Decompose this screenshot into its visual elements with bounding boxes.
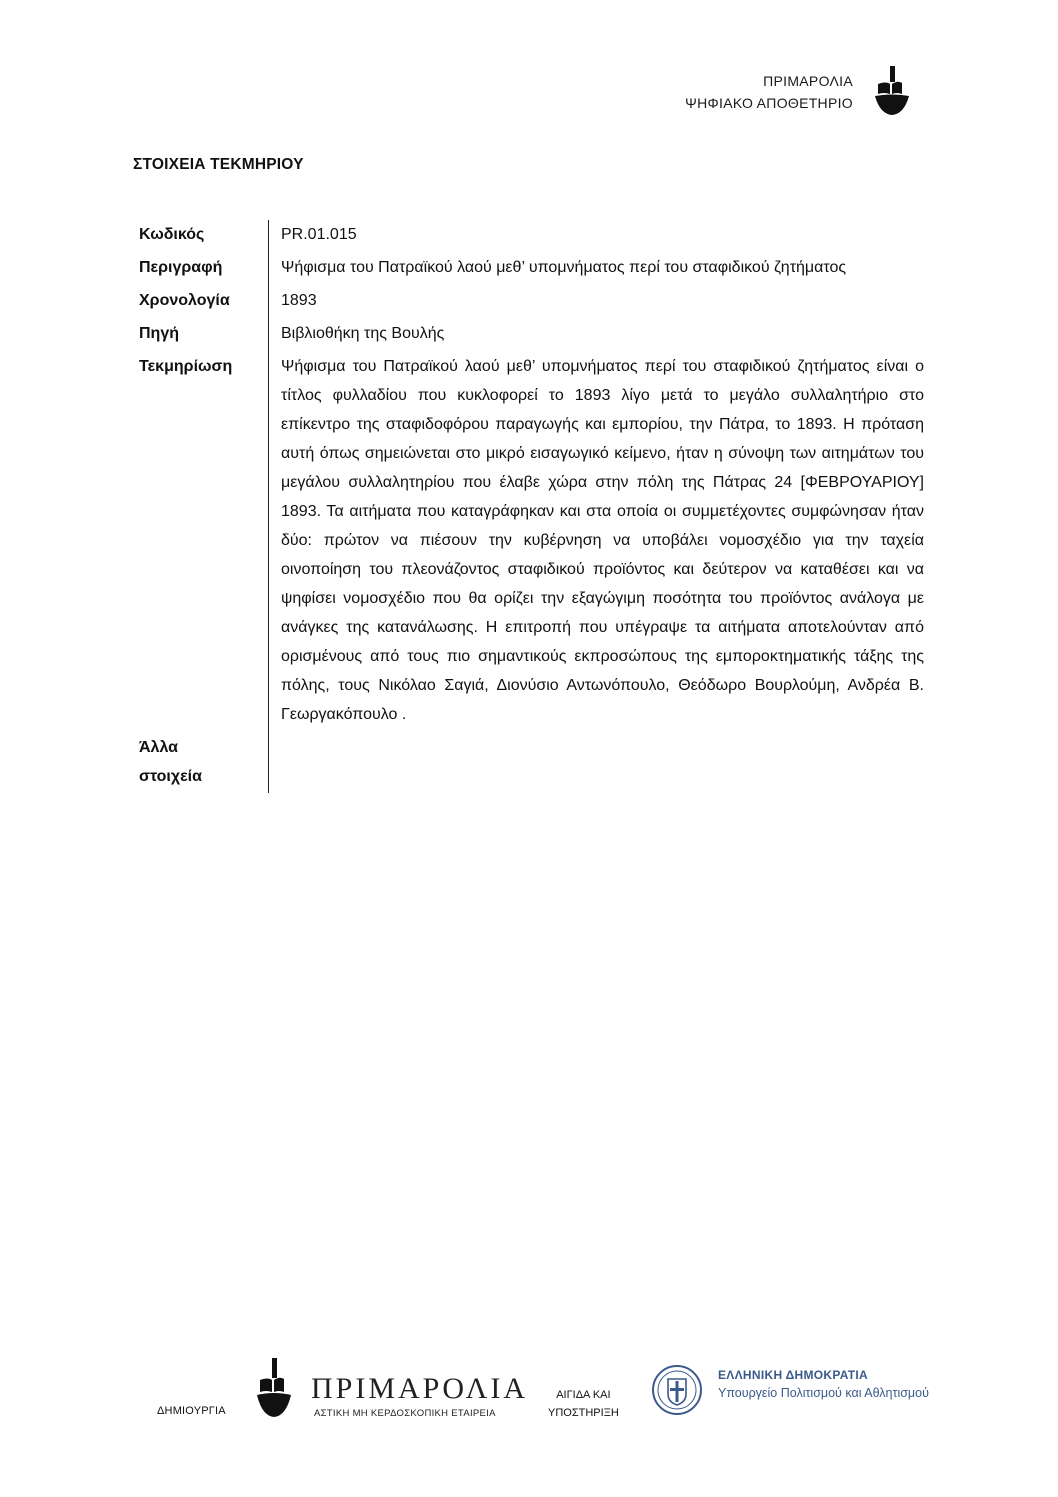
row-source xyxy=(139,319,924,352)
section-title: ΣΤΟΙΧΕΙΑ ΤΕΚΜΗΡΙΟΥ xyxy=(133,156,304,173)
support-line1: ΑΙΓΙΔΑ ΚΑΙ xyxy=(556,1389,611,1401)
row-documentation xyxy=(139,352,924,733)
source-value: Βιβλιοθήκη της Βουλής xyxy=(268,319,924,352)
org-subtitle: ΑΣΤΙΚΗ ΜΗ ΚΕΡΔΟΣΚΟΠΙΚΗ ΕΤΑΙΡΕΙΑ xyxy=(314,1408,496,1419)
other-label xyxy=(139,733,268,793)
row-description xyxy=(139,253,924,286)
gov-ministry: Υπουργείο Πολιτισμού και Αθλητισμού xyxy=(718,1386,929,1400)
date-label: Χρονολογία xyxy=(139,292,230,309)
greek-coat-of-arms-icon xyxy=(651,1364,703,1416)
date-value: 1893 xyxy=(268,286,924,319)
brand-name: ΠΡΙΜΑΡΟΛΙΑ xyxy=(763,73,853,89)
primarolia-ship-icon xyxy=(872,66,912,116)
org-name: ΠΡΙΜΑΡΟΛΙΑ xyxy=(311,1372,529,1405)
other-label-line1: Άλλα xyxy=(139,739,178,756)
row-other xyxy=(139,733,924,793)
other-label-line2: στοιχεία xyxy=(139,768,202,785)
support-line2: ΥΠΟΣΤΗΡΙΞΗ xyxy=(548,1407,619,1419)
brand-subtitle: ΨΗΦΙΑΚΟ ΑΠΟΘΕΤΗΡΙΟ xyxy=(685,95,853,111)
created-by-label: ΔΗΜΙΟΥΡΓΙΑ xyxy=(157,1405,226,1417)
source-label: Πηγή xyxy=(139,325,179,342)
documentation-label: Τεκμηρίωση xyxy=(139,358,233,375)
header-brand xyxy=(685,70,853,114)
row-date xyxy=(139,286,924,319)
row-code xyxy=(139,220,924,253)
metadata-table xyxy=(139,220,924,793)
other-value xyxy=(268,733,924,793)
support-label xyxy=(548,1386,619,1422)
primarolia-ship-icon xyxy=(255,1358,293,1418)
gov-title: ΕΛΛΗΝΙΚΗ ΔΗΜΟΚΡΑΤΙΑ xyxy=(718,1368,868,1382)
documentation-value: Ψήφισμα του Πατραϊκού λαού μεθ’ υπομνήματος περί του σταφιδικού ζητήματος είναι ο τίτλος φυλλαδίου που κυκλοφορεί το 1893 λίγο μετά το μεγάλο συλλαλητήριο στο επίκεντρο της σταφιδοφόρου παραγωγής και εμπορίου, την Πάτρα, το 1893. Η πρόταση αυτή όπως σημειώνεται στο μικρό εισαγωγικό κείμενο, ήταν η σύνοψη των αιτημάτων του μεγάλου συλλαλητηρίου που έλαβε χώρα στην πόλη της Πάτρας 24 [ΦΕΒΡΟΥΑΡΙΟΥ] 1893. Τα αιτήματα που καταγράφηκαν και στα οποία οι συμμετέχοντες συμφώνησαν ήταν δύο: πρώτον να πιέσουν την κυβέρνηση να υποβάλει νομοσχέδιο για την ταχεία οινοποίηση του πλεονάζοντος σταφιδικού προϊόντος και δεύτερον να καταθέσει και να ψηφίσει νομοσχέδιο που θα ορίζει την εξαγώγιμη ποσότητα του προϊόντος ανάλογα με ανάγκες της κατανάλωσης. Η επιτροπή που υπέγραψε τα αιτήματα αποτελούνταν από ορισμένους από τους πιο σημαντικούς εκπροσώπους της εμποροκτηματικής τάξης της πόλης, τους Νικόλαο Σαγιά, Διονύσιο Αντωνόπουλο, Θεόδωρο Βουρλούμη, Ανδρέα Β. Γεωργακόπουλο . xyxy=(268,352,924,733)
description-label: Περιγραφή xyxy=(139,259,223,276)
code-label: Κωδικός xyxy=(139,226,205,243)
code-value: PR.01.015 xyxy=(268,220,924,253)
description-value: Ψήφισμα του Πατραϊκού λαού μεθ’ υπομνήματος περί του σταφιδικού ζητήματος xyxy=(268,253,924,286)
